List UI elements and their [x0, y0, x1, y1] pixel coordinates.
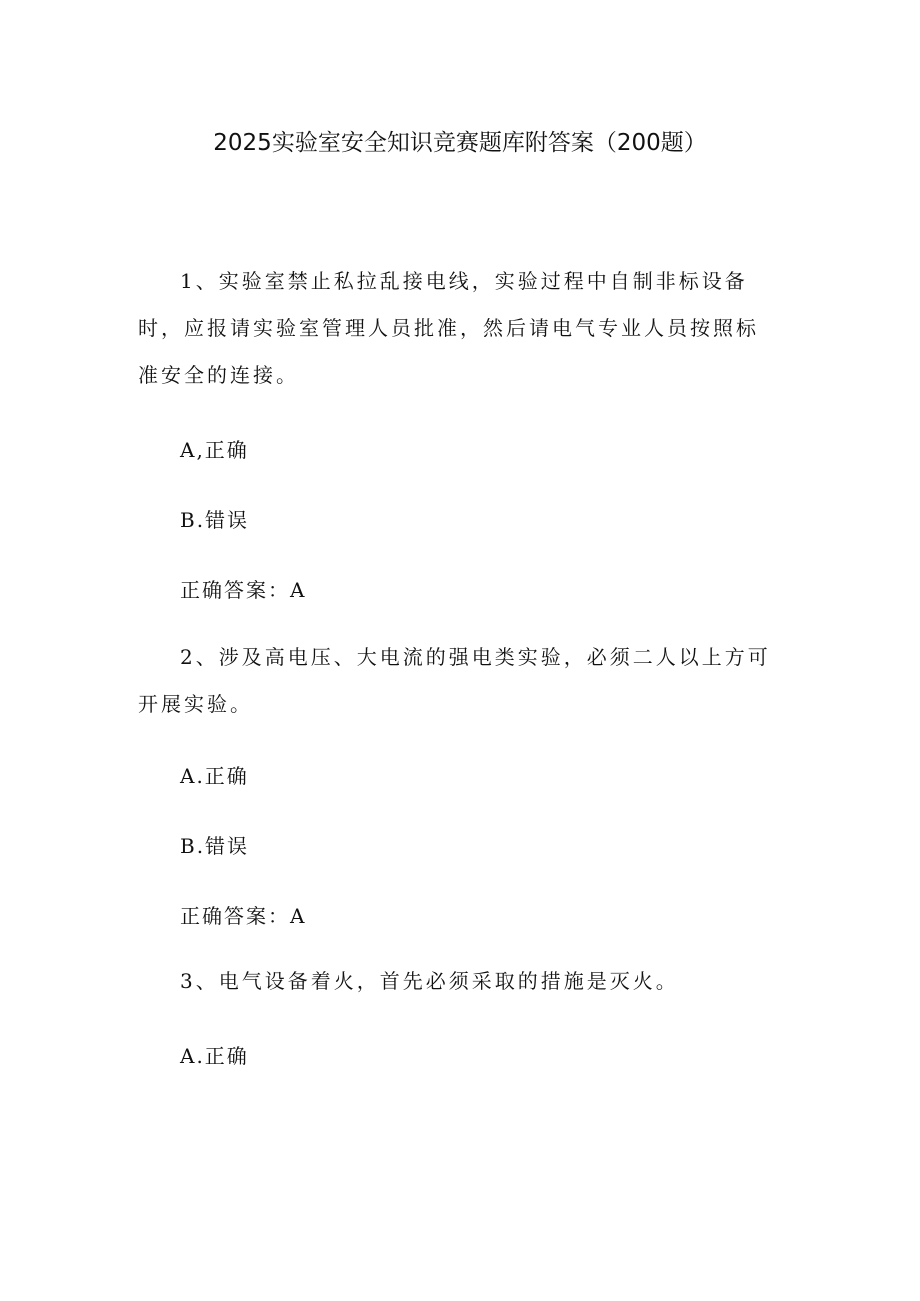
question-1-option-a: A,正确 — [180, 438, 249, 462]
document-title: 2025实验室安全知识竞赛题库附答案（200题） — [213, 130, 707, 156]
question-3-text: 3、电气设备着火，首先必须采取的措施是灭火。 — [180, 969, 679, 993]
question-2-option-b: B.错误 — [180, 834, 250, 858]
question-1-option-b: B.错误 — [180, 508, 250, 532]
question-2-option-a: A.正确 — [180, 764, 249, 788]
question-1-text: 1、实验室禁止私拉乱接电线，实验过程中自制非标设备时，应报请实验室管理人员批准，然后请电气专业人员按照标准安全的连接。 — [138, 269, 759, 387]
question-2-answer: 正确答案：A — [180, 904, 307, 928]
question-2-text: 2、涉及高电压、大电流的强电类实验，必须二人以上方可开展实验。 — [138, 645, 771, 716]
question-1-answer: 正确答案：A — [180, 578, 307, 602]
question-3-option-a: A.正确 — [180, 1044, 249, 1068]
